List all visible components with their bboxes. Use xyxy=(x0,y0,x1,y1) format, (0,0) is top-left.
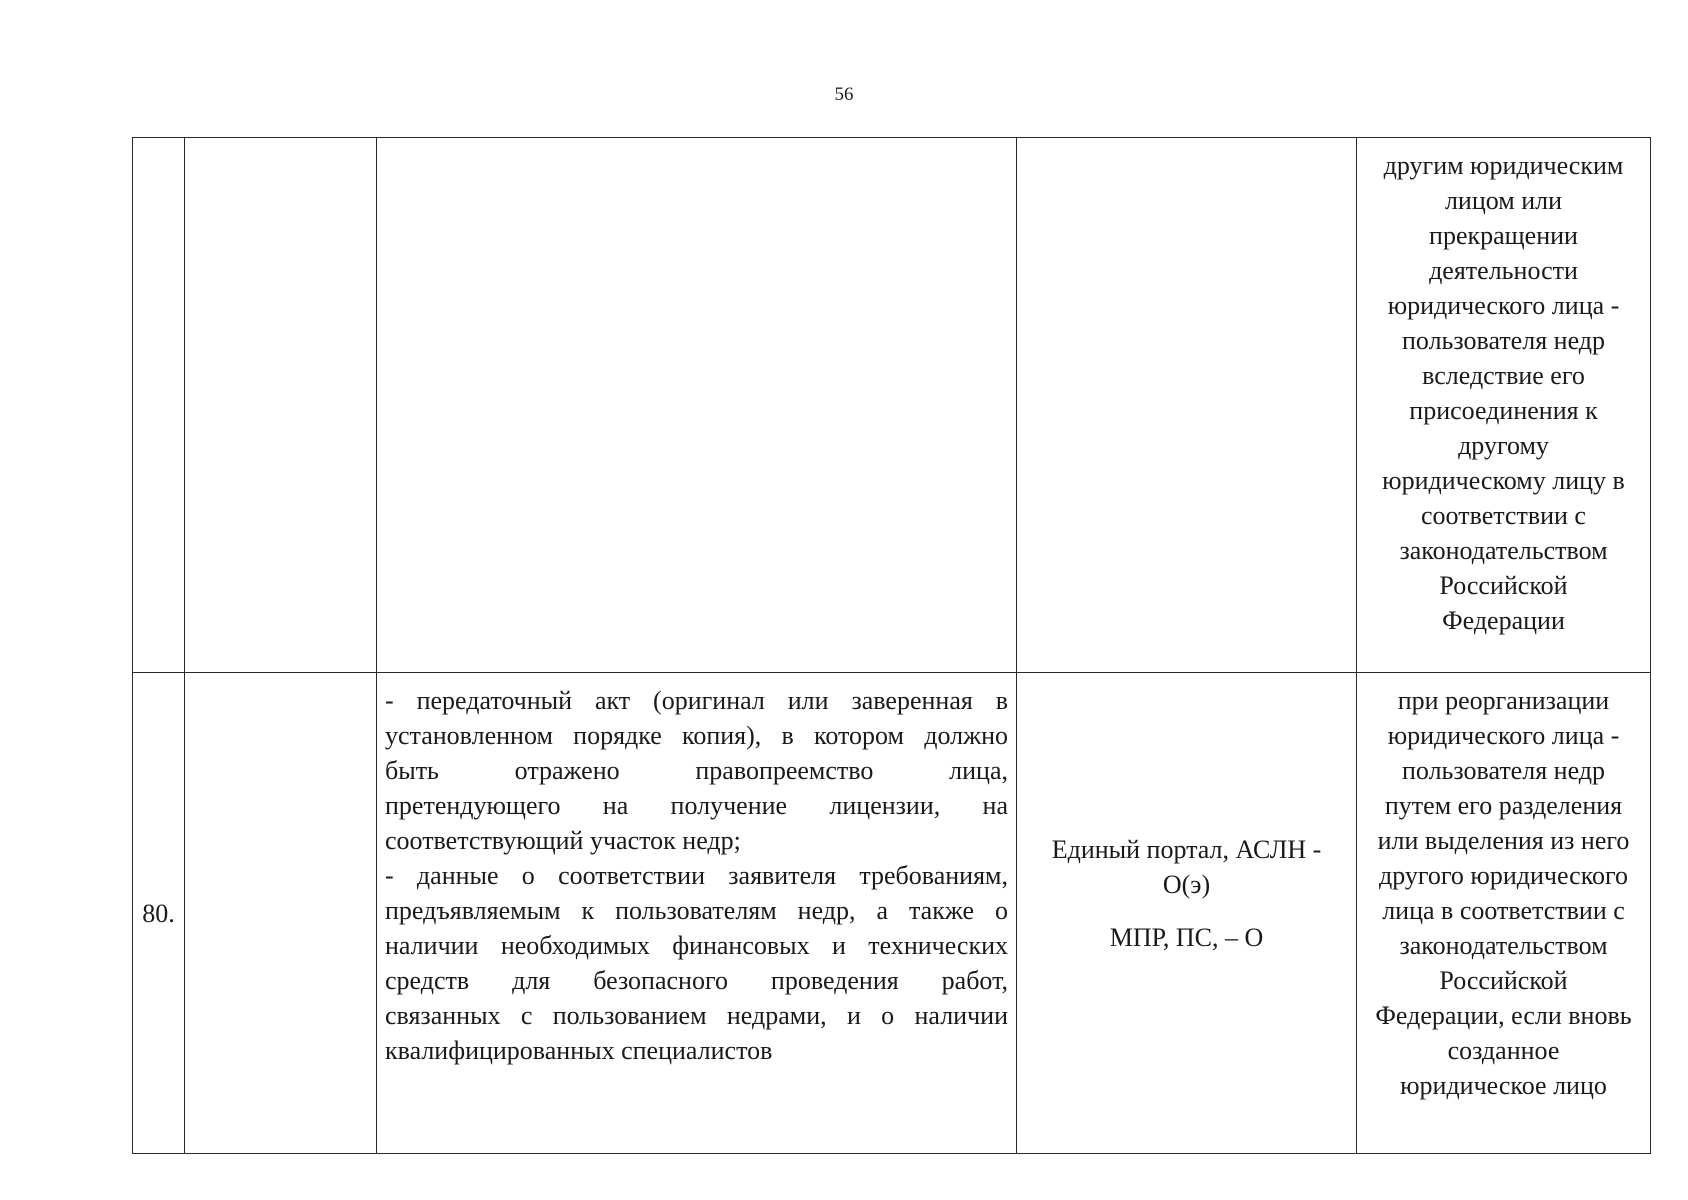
documents-line: средств для безопасного проведения работ, xyxy=(385,966,1008,995)
row-number-cell xyxy=(133,138,185,673)
condition-line: соответствии с xyxy=(1421,501,1586,530)
spacer xyxy=(1025,902,1348,920)
condition-line: юридического лица - xyxy=(1387,291,1620,320)
condition-line: Российской xyxy=(1439,966,1568,995)
table-row xyxy=(133,138,1651,673)
condition-line: созданное xyxy=(1447,1036,1560,1065)
condition-line: законодательством xyxy=(1399,931,1608,960)
condition-line: законодательством xyxy=(1399,536,1608,565)
channel-line: МПР, ПС, – О xyxy=(1109,922,1264,952)
documents-line: претендующего на получение лицензии, на xyxy=(385,791,1008,820)
condition-line: пользователя недр xyxy=(1402,326,1605,355)
channels-cell xyxy=(1017,138,1357,673)
condition-line: деятельности xyxy=(1429,256,1578,285)
channels-cell xyxy=(1017,673,1357,1154)
empty-cell xyxy=(185,673,377,1154)
table-row xyxy=(133,673,1651,1154)
condition-line: Российской xyxy=(1439,571,1568,600)
documents-line: квалифицированных специалистов xyxy=(385,1036,773,1065)
documents-line: быть отражено правопреемство лица, xyxy=(385,756,1008,785)
documents-line: - данные о соответствии заявителя требованиям, xyxy=(385,861,1008,890)
condition-cell xyxy=(1357,673,1651,1154)
condition-line: путем его разделения xyxy=(1384,791,1623,820)
condition-line: другим юридическим xyxy=(1383,151,1624,180)
condition-cell xyxy=(1357,138,1651,673)
condition-line: присоединения к xyxy=(1409,396,1598,425)
empty-cell xyxy=(185,138,377,673)
documents-line: связанных с пользованием недрами, и о наличии xyxy=(385,1001,1008,1030)
condition-line: или выделения из него xyxy=(1377,826,1630,855)
condition-line: юридическое лицо xyxy=(1400,1071,1607,1100)
condition-line: вследствие его xyxy=(1422,361,1585,390)
page-number: 56 xyxy=(834,84,854,105)
channel-line: Единый портал, АСЛН - xyxy=(1051,834,1322,864)
documents-line: соответствующий участок недр; xyxy=(385,826,741,855)
condition-line: лица в соответствии с xyxy=(1382,896,1625,925)
row-number-cell: 80. xyxy=(133,673,185,1154)
condition-line: Федерации, если вновь xyxy=(1375,1001,1632,1030)
condition-line: при реорганизации xyxy=(1397,686,1610,715)
condition-line: юридическому лицу в xyxy=(1382,466,1625,495)
documents-line: наличии необходимых финансовых и технических xyxy=(385,931,1008,960)
condition-line: пользователя недр xyxy=(1402,756,1605,785)
documents-line: предъявляемым к пользователям недр, а также о xyxy=(385,896,1008,925)
condition-line: юридического лица - xyxy=(1387,721,1620,750)
channel-line: О(э) xyxy=(1162,869,1211,899)
condition-line: прекращении xyxy=(1429,221,1578,250)
condition-line: другому xyxy=(1458,431,1549,460)
condition-line: лицом или xyxy=(1444,186,1563,215)
condition-line: другого юридического xyxy=(1378,861,1629,890)
condition-line: Федерации xyxy=(1442,606,1565,635)
documents-cell xyxy=(377,673,1017,1154)
documents-cell xyxy=(377,138,1017,673)
documents-line: установленном порядке копия), в котором должно xyxy=(385,721,1008,750)
documents-line: - передаточный акт (оригинал или заверенная в xyxy=(385,686,1008,715)
requirements-table xyxy=(132,137,1651,1154)
